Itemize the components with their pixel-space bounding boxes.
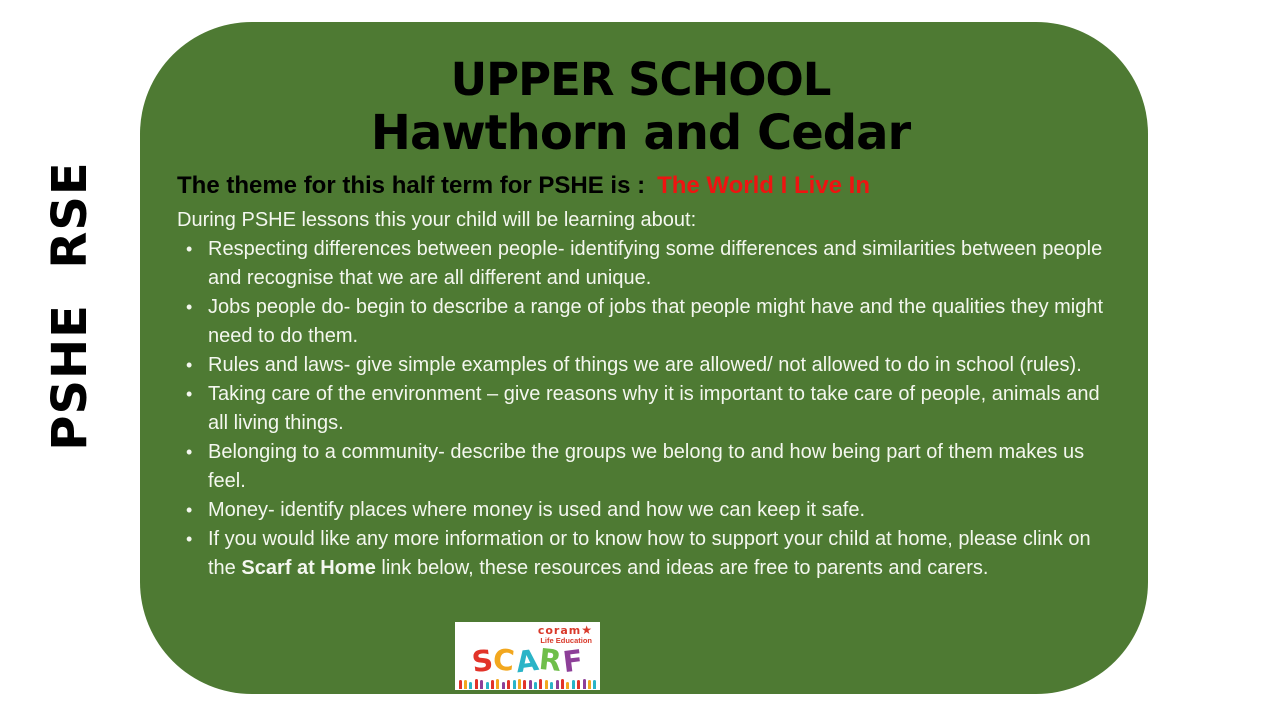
bullet-text: Respecting differences between people- identifying some differences and similarities between people and recognise that we are all different and unique. [208, 237, 1103, 289]
person-figure [539, 679, 542, 689]
page-title-line1: UPPER SCHOOL [450, 53, 831, 106]
theme-prefix: The theme for this half term for PSHE is : [177, 171, 646, 199]
scarf-wordmark [455, 641, 600, 680]
slide-panel [140, 22, 1148, 694]
bullet-list [177, 235, 1104, 583]
bullet-icon: • [186, 383, 193, 404]
scarf-letter: R [537, 641, 565, 679]
coram-brand [455, 625, 600, 636]
person-figure [475, 679, 478, 689]
scarf-letter: F [560, 642, 586, 680]
info-text-before: If you would like any more information or to know how to support your child at home, please clink on the [208, 527, 1091, 579]
life-education-label: Life Education [540, 636, 592, 645]
list-item [177, 351, 1104, 380]
title-block [177, 54, 1104, 161]
person-figure [496, 679, 499, 689]
person-figure [529, 680, 532, 689]
person-figure [566, 682, 569, 689]
coram-brand-label: coram [537, 624, 582, 637]
person-figure [561, 679, 564, 689]
scarf-letter: A [513, 642, 542, 680]
bullet-icon: • [186, 528, 193, 549]
scarf-letter: S [469, 642, 496, 680]
bullet-text: Taking care of the environment – give reasons why it is important to take care of people, animals and all living things. [208, 382, 1100, 434]
person-figure [534, 682, 537, 689]
person-figure [545, 680, 548, 689]
star-icon: ★ [581, 623, 592, 637]
scarf-letter: C [491, 641, 518, 679]
person-figure [459, 680, 462, 689]
person-figure [502, 682, 505, 689]
scarf-logo[interactable] [455, 622, 600, 690]
person-figure [491, 680, 494, 689]
list-item [177, 496, 1104, 525]
person-figure [572, 680, 575, 689]
bullet-icon: • [186, 499, 193, 520]
list-item [177, 293, 1104, 351]
person-figure [486, 682, 489, 689]
bullet-icon: • [186, 441, 193, 462]
bullet-text: Belonging to a community- describe the groups we belong to and how being part of them makes us feel. [208, 440, 1085, 492]
person-figure [523, 680, 526, 689]
info-text-after: link below, these resources and ideas are free to parents and carers. [375, 556, 989, 579]
bullet-icon: • [186, 238, 193, 259]
intro-text: During PSHE lessons this your child will be learning about: [177, 208, 697, 231]
person-figure [507, 680, 510, 689]
scarf-at-home-link-label: Scarf at Home [241, 556, 376, 579]
person-figure [556, 680, 559, 689]
person-figure [513, 680, 516, 689]
person-figure [593, 680, 596, 689]
theme-value: The World I Live In [657, 171, 870, 199]
side-label-pshe-rse: PSHE RSE [42, 161, 98, 451]
person-figure [469, 682, 472, 689]
bullet-text: Money- identify places where money is used and how we can keep it safe. [208, 498, 866, 521]
bullet-text: Rules and laws- give simple examples of things we are allowed/ not allowed to do in school (rules). [208, 353, 1082, 376]
bullet-text: Jobs people do- begin to describe a range of jobs that people might have and the qualities they might need to do them. [208, 295, 1104, 347]
bullet-icon: • [186, 296, 193, 317]
person-figure [550, 682, 553, 689]
bullet-icon: • [186, 354, 193, 375]
list-item [177, 380, 1104, 438]
person-figure [480, 680, 483, 689]
list-item [177, 235, 1104, 293]
person-figure [518, 679, 521, 689]
list-item [177, 438, 1104, 496]
person-figure [464, 680, 467, 689]
person-figure [577, 680, 580, 689]
person-figure [588, 680, 591, 689]
person-figure [583, 679, 586, 689]
figures-strip [455, 679, 600, 689]
theme-line [177, 171, 1104, 201]
page-title-line2: Hawthorn and Cedar [370, 104, 911, 161]
list-item-info [177, 525, 1104, 583]
